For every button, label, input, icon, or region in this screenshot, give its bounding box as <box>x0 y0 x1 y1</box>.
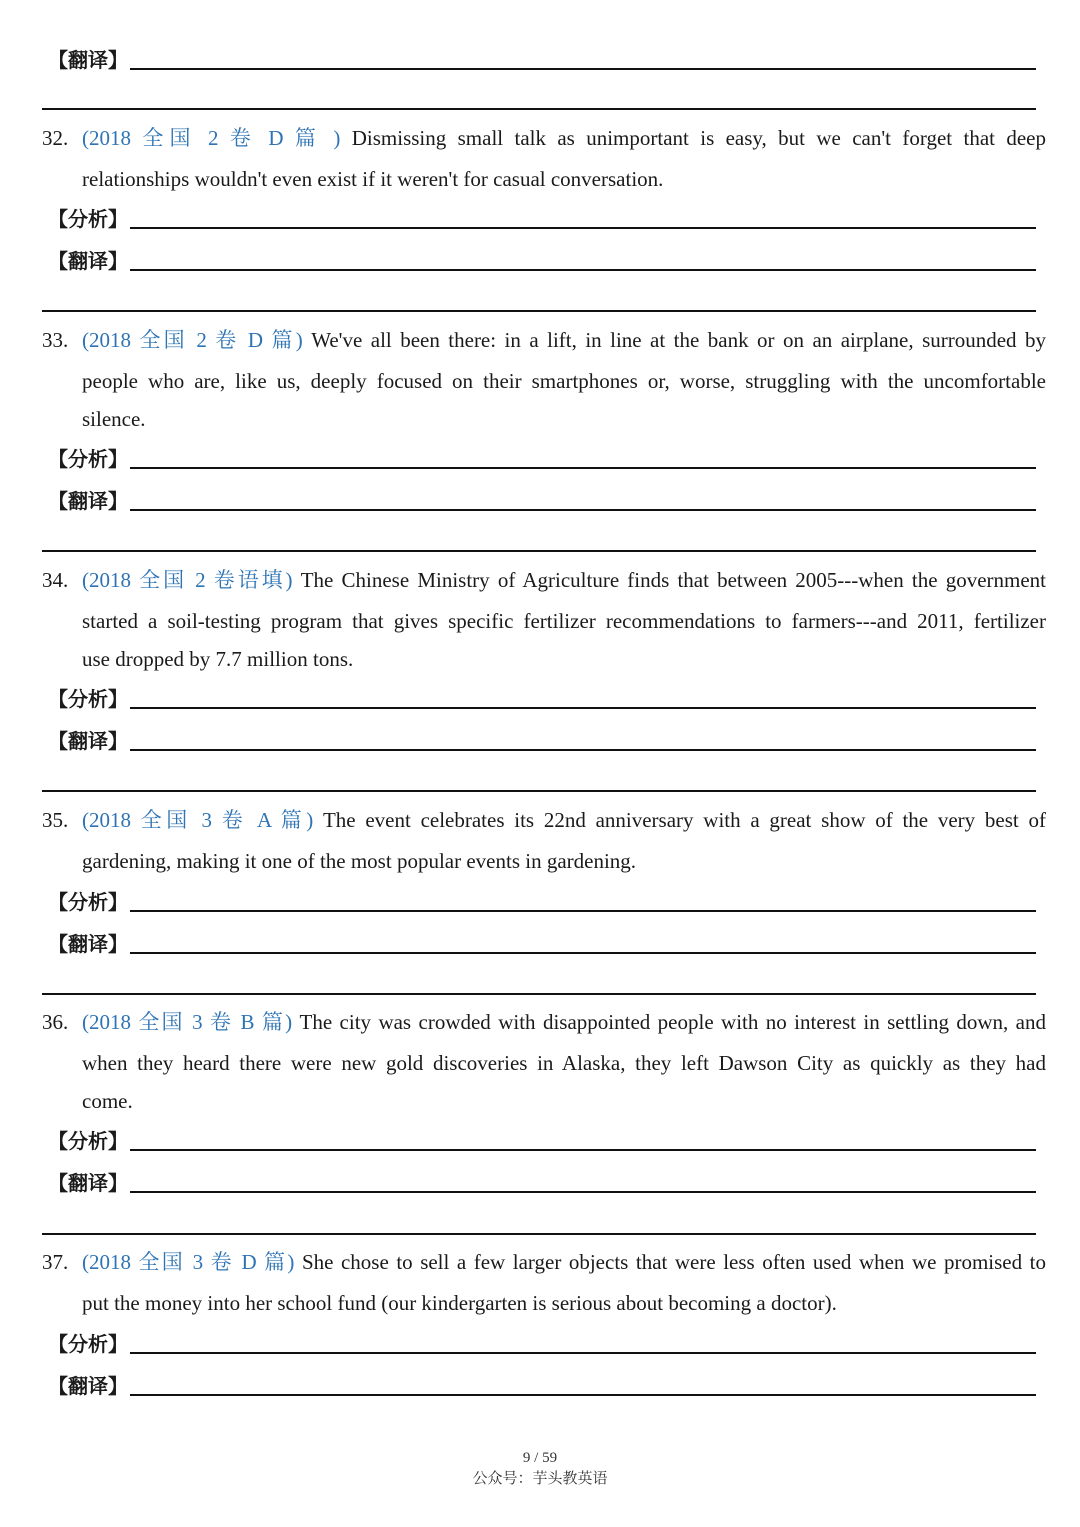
translation-blank[interactable] <box>130 269 1036 271</box>
answer-line[interactable] <box>42 790 1036 792</box>
answer-line[interactable] <box>42 108 1036 110</box>
translation-label: 【翻译】 <box>48 48 128 72</box>
question-text: The event celebrates its 22nd anniversary with a great show of the very best of <box>313 808 1046 832</box>
analysis-row-35 <box>48 884 1036 914</box>
question-line <box>42 123 1046 153</box>
question-text: The Chinese Ministry of Agriculture finds that between 2005---when the government <box>292 568 1046 592</box>
question-line: people who are, like us, deeply focused on their smartphones or, worse, struggling with the uncomfortable <box>82 369 1046 393</box>
question-source: (2018 全国 2 卷语填) <box>82 568 293 592</box>
translation-label: 【翻译】 <box>48 932 128 956</box>
translation-row-36 <box>48 1165 1036 1195</box>
question-line: when they heard there were new gold discoveries in Alaska, they left Dawson City as quickly as they had <box>82 1051 1046 1075</box>
analysis-row-32 <box>48 201 1036 231</box>
analysis-label: 【分析】 <box>48 687 128 711</box>
question-line: started a soil-testing program that gives specific fertilizer recommendations to farmers---and 2011, fertilizer <box>82 609 1046 633</box>
translation-blank[interactable] <box>130 1191 1036 1193</box>
question-text: She chose to sell a few larger objects that were less often used when we promised to <box>294 1250 1046 1274</box>
analysis-blank[interactable] <box>130 1149 1036 1151</box>
question-source: (2018 全国 2 卷 D 篇 ) <box>82 126 341 150</box>
question-number: 34. <box>42 568 69 592</box>
footer-account: 公众号：芋头教英语 <box>472 1469 608 1487</box>
question-source: (2018 全国 3 卷 A 篇) <box>82 808 314 832</box>
translation-label: 【翻译】 <box>48 249 128 273</box>
question-text: The city was crowded with disappointed people with no interest in settling down, and <box>292 1010 1046 1034</box>
translation-row-33 <box>48 483 1036 513</box>
analysis-blank[interactable] <box>130 707 1036 709</box>
question-line: relationships wouldn't even exist if it weren't for casual conversation. <box>82 167 664 191</box>
question-number: 33. <box>42 328 69 352</box>
analysis-label: 【分析】 <box>48 890 128 914</box>
question-source: (2018 全国 3 卷 B 篇) <box>82 1010 293 1034</box>
translation-row-31 <box>48 42 1036 72</box>
page-number: 9 / 59 <box>522 1450 558 1466</box>
answer-line[interactable] <box>42 993 1036 995</box>
analysis-blank[interactable] <box>130 467 1036 469</box>
question-text: We've all been there: in a lift, in line at the bank or on an airplane, surrounded by <box>302 328 1046 352</box>
question-source: (2018 全国 2 卷 D 篇) <box>82 328 303 352</box>
question-number: 37. <box>42 1250 69 1274</box>
answer-line[interactable] <box>42 310 1036 312</box>
analysis-row-33 <box>48 441 1036 471</box>
analysis-blank[interactable] <box>130 227 1036 229</box>
analysis-row-36 <box>48 1123 1036 1153</box>
question-number: 32. <box>42 126 69 150</box>
question-number: 35. <box>42 808 69 832</box>
analysis-label: 【分析】 <box>48 207 128 231</box>
question-line <box>42 805 1046 835</box>
translation-label: 【翻译】 <box>48 1374 128 1398</box>
question-line <box>42 325 1046 355</box>
translation-blank[interactable] <box>130 1394 1036 1396</box>
question-line: use dropped by 7.7 million tons. <box>82 647 354 671</box>
translation-label: 【翻译】 <box>48 1171 128 1195</box>
translation-blank[interactable] <box>130 68 1036 70</box>
analysis-label: 【分析】 <box>48 447 128 471</box>
translation-blank[interactable] <box>130 749 1036 751</box>
question-line <box>42 565 1046 595</box>
question-line: silence. <box>82 407 146 431</box>
question-line <box>42 1007 1046 1037</box>
answer-line[interactable] <box>42 1233 1036 1235</box>
translation-row-37 <box>48 1368 1036 1398</box>
translation-blank[interactable] <box>130 952 1036 954</box>
question-line: come. <box>82 1089 133 1113</box>
analysis-row-37 <box>48 1326 1036 1356</box>
translation-row-32 <box>48 243 1036 273</box>
analysis-label: 【分析】 <box>48 1129 128 1153</box>
question-line: gardening, making it one of the most popular events in gardening. <box>82 849 637 873</box>
answer-line[interactable] <box>42 550 1036 552</box>
question-line: put the money into her school fund (our kindergarten is serious about becoming a doctor). <box>82 1291 837 1315</box>
analysis-blank[interactable] <box>130 910 1036 912</box>
question-number: 36. <box>42 1010 69 1034</box>
translation-label: 【翻译】 <box>48 729 128 753</box>
analysis-row-34 <box>48 681 1036 711</box>
translation-row-34 <box>48 723 1036 753</box>
question-source: (2018 全国 3 卷 D 篇) <box>82 1250 295 1274</box>
translation-blank[interactable] <box>130 509 1036 511</box>
analysis-label: 【分析】 <box>48 1332 128 1356</box>
question-line <box>42 1247 1046 1277</box>
question-text: Dismissing small talk as unimportant is easy, but we can't forget that deep <box>340 126 1046 150</box>
translation-label: 【翻译】 <box>48 489 128 513</box>
translation-row-35 <box>48 926 1036 956</box>
analysis-blank[interactable] <box>130 1352 1036 1354</box>
